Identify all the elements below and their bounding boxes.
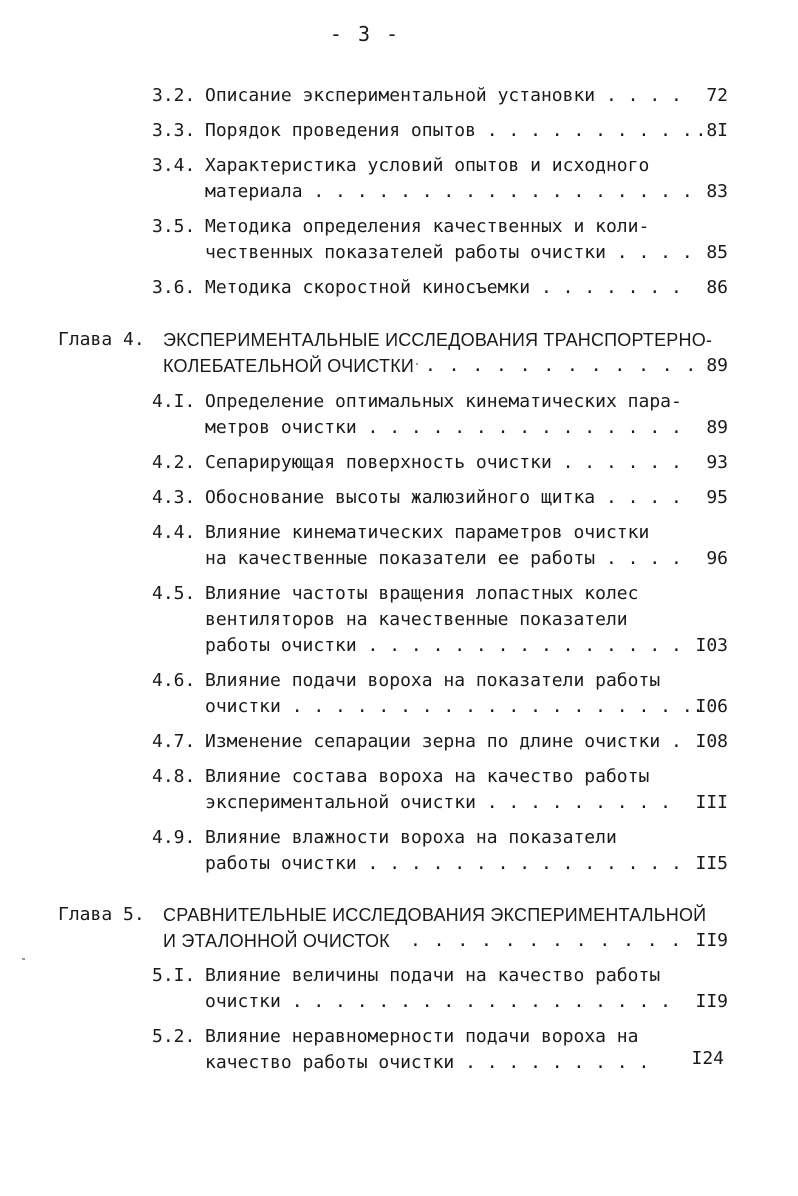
entry-number: 5.I. — [152, 965, 196, 986]
entry-page: I08 — [695, 731, 728, 752]
entry-number: 4.8. — [152, 766, 196, 787]
entry-page: I03 — [695, 635, 728, 656]
entry-page: III — [695, 792, 728, 813]
entry-title-continued: очистки . . . . . . . . . . . . . . . . . . .. — [205, 696, 704, 717]
entry-title: Влияние состава вороха на качество работы — [205, 766, 650, 787]
entry-page: 86 — [706, 277, 728, 298]
page-number: - 3 - — [329, 22, 401, 46]
entry-title-continued: очистки . . . . . . . . . . . . . . . . . . — [205, 991, 671, 1012]
entry-title: Влияние кинематических параметров очистки — [205, 522, 650, 543]
entry-title: Сепарирующая поверхность очистки . . . . . . — [205, 452, 682, 473]
entry-page: .8I — [695, 120, 728, 141]
entry-title-continued: качество работы очистки . . . . . . . . . — [205, 1052, 650, 1073]
entry-title: Влияние влажности вороха на показатели — [205, 827, 617, 848]
entry-page: I24 — [691, 1048, 724, 1069]
entry-number: 3.6. — [152, 277, 196, 298]
entry-title: Методика скоростной киносъемки . . . . . . . — [205, 277, 682, 298]
entry-title-continued: на качественные показатели ее работы . . . . — [205, 548, 682, 569]
chapter-title: СРАВНИТЕЛЬНЫЕ ИССЛЕДОВАНИЯ ЭКСПЕРИМЕНТАЛЬНОЙ — [163, 905, 707, 925]
entry-title: Влияние неравномерности подачи вороха на — [205, 1026, 639, 1047]
entry-number: 3.3. — [152, 120, 196, 141]
entry-page: 72 — [706, 85, 728, 106]
entry-title: Методика определения качественных и коли- — [205, 216, 650, 237]
entry-number: 5.2. — [152, 1026, 196, 1047]
scan-speck — [22, 958, 25, 960]
entry-title-continued: материала . . . . . . . . . . . . . . . . . . — [205, 181, 693, 202]
entry-number: 4.2. — [152, 452, 196, 473]
chapter-title-continued: КОЛЕБАТЕЛЬНОЙ ОЧИСТКИ — [163, 356, 415, 376]
entry-page: 96 — [706, 548, 728, 569]
entry-title: Обоснование высоты жалюзийного щитка . . . . — [205, 487, 682, 508]
chapter-leader-dots: . . . . . . . . . . . . — [425, 355, 698, 376]
chapter-label: Глава 4. — [58, 329, 145, 350]
entry-page: 95 — [706, 487, 728, 508]
entry-page: II9 — [695, 991, 728, 1012]
entry-page: 89 — [706, 417, 728, 438]
entry-page: 85 — [706, 242, 728, 263]
chapter-title: ЭКСПЕРИМЕНТАЛЬНЫЕ ИССЛЕДОВАНИЯ ТРАНСПОРТЕРНО- — [163, 330, 713, 350]
entry-title-continued: метров очистки . . . . . . . . . . . . . . . — [205, 417, 682, 438]
entry-page: II5 — [695, 853, 728, 874]
entry-title-continued: вентиляторов на качественные показатели — [205, 609, 628, 630]
entry-title: Описание экспериментальной установки . . . . — [205, 85, 682, 106]
entry-title: Порядок проведения опытов . . . . . . . . . . — [205, 120, 693, 141]
entry-number: 3.5. — [152, 216, 196, 237]
scan-speck — [416, 363, 418, 365]
entry-number: 4.9. — [152, 827, 196, 848]
entry-page: 93 — [706, 452, 728, 473]
entry-title: Влияние подачи вороха на показатели работы — [205, 670, 661, 691]
entry-title: Изменение сепарации зерна по длине очистки . — [205, 731, 682, 752]
entry-page: 83 — [706, 181, 728, 202]
chapter-page: II9 — [695, 930, 728, 951]
entry-page: I06 — [695, 696, 728, 717]
chapter-title-continued: И ЭТАЛОННОЙ ОЧИСТОК — [163, 931, 390, 951]
entry-number: 3.2. — [152, 85, 196, 106]
entry-number: 4.6. — [152, 670, 196, 691]
entry-title: Характеристика условий опытов и исходного — [205, 155, 650, 176]
entry-number: 4.4. — [152, 522, 196, 543]
entry-number: 4.7. — [152, 731, 196, 752]
entry-title: Влияние величины подачи на качество работы — [205, 965, 661, 986]
entry-title-continued: работы очистки . . . . . . . . . . . . . . . — [205, 853, 682, 874]
entry-title: Влияние частоты вращения лопастных колес — [205, 583, 639, 604]
entry-number: 4.3. — [152, 487, 196, 508]
entry-number: 4.I. — [152, 391, 196, 412]
entry-title-continued: чественных показателей работы очистки . . . . — [205, 242, 693, 263]
entry-title-continued: экспериментальной очистки . . . . . . . . . — [205, 792, 671, 813]
entry-number: 3.4. — [152, 155, 196, 176]
chapter-page: 89 — [706, 355, 728, 376]
entry-title-continued: работы очистки . . . . . . . . . . . . . . . — [205, 635, 682, 656]
entry-title: Определение оптимальных кинематических пара- — [205, 391, 682, 412]
entry-number: 4.5. — [152, 583, 196, 604]
chapter-leader-dots: . . . . . . . . . . . . — [410, 930, 683, 951]
chapter-label: Глава 5. — [58, 904, 145, 925]
